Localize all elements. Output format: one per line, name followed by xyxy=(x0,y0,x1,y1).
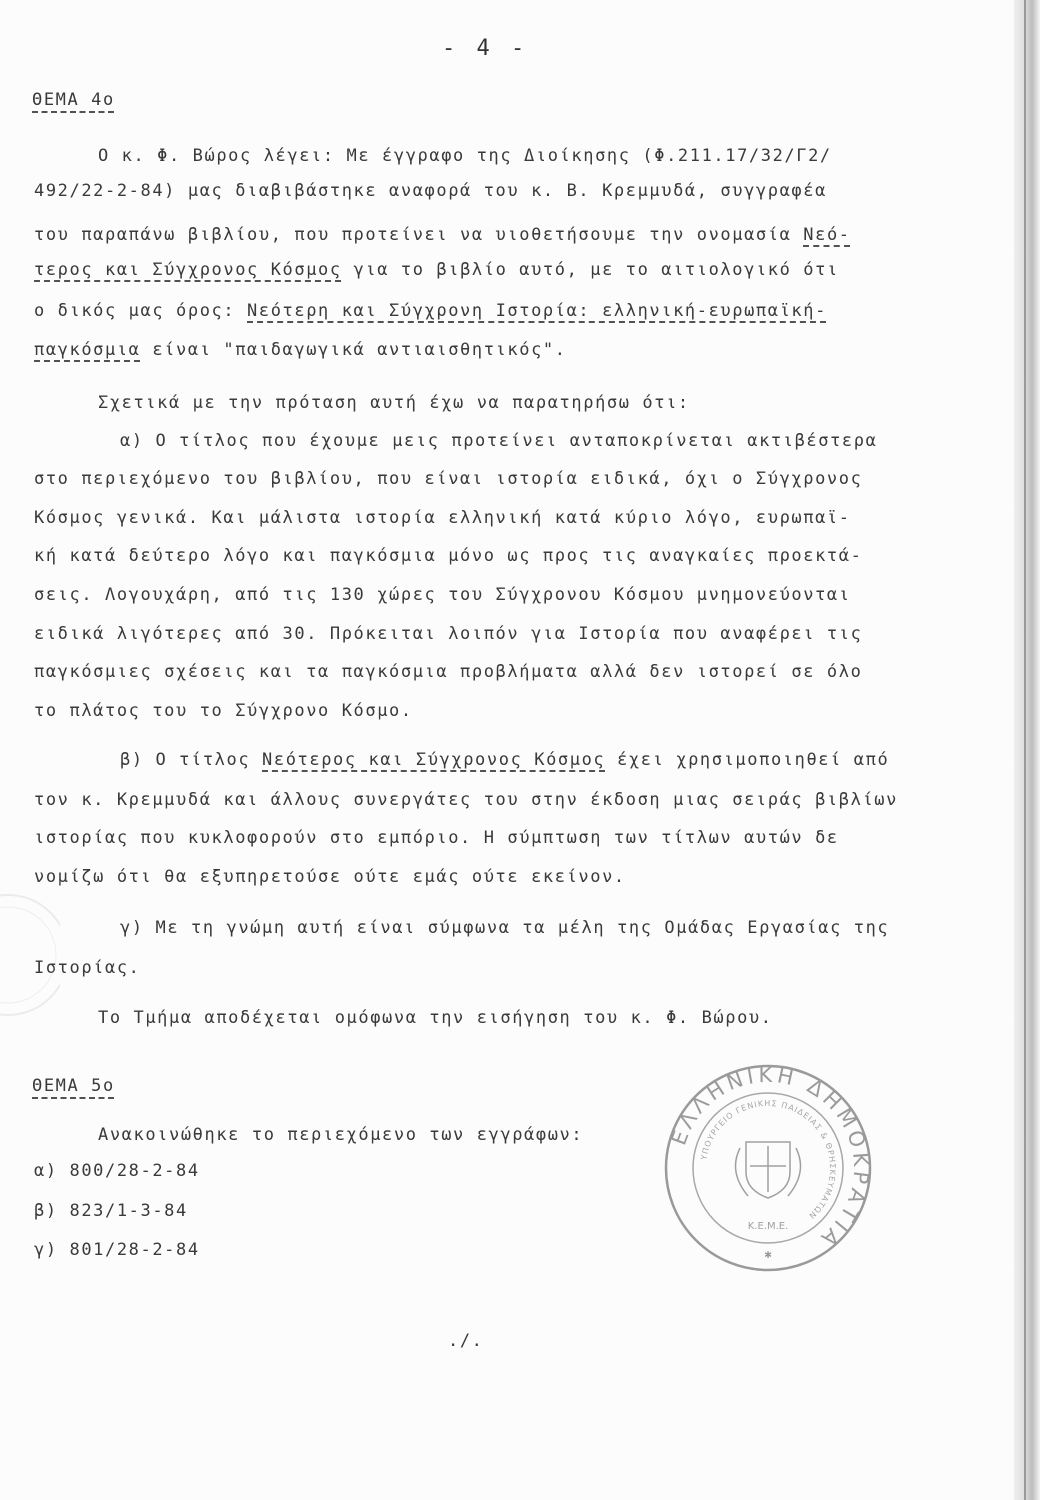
coat-of-arms-icon xyxy=(736,1142,801,1198)
stamp-outer-text-path: ΕΛΛΗΝΙΚΗ ΔΗΜΟΚΡΑΤΙΑ xyxy=(666,1062,874,1254)
point-c-line: Ιστορίας. xyxy=(34,958,141,978)
point-a-line: στο περιεχόμενο του βιβλίου, που είναι ιστορία ειδικά, όχι ο Σύγχρονος xyxy=(34,469,863,489)
point-a-line: α) Ο τίτλος που έχουμε μεις προτείνει ανταποκρίνεται ακτιβέστερα xyxy=(120,431,878,451)
theme4-intro-line xyxy=(34,303,827,320)
theme4-heading: ΘΕΜΑ 4ο xyxy=(32,90,115,110)
theme4-intro-line: Ο κ. Φ. Βώρος λέγει: Με έγγραφο της Διοίκησης (Φ.211.17/32/Γ2/ xyxy=(98,146,832,166)
point-a-line: ειδικά λιγότερες από 30. Πρόκειται λοιπόν για Ιστορία που αναφέρει τις xyxy=(34,624,863,644)
theme4-intro-line: 492/22-2-84) μας διαβιβάστηκε αναφορά του κ. Β. Κρεμμυδά, συγγραφέα xyxy=(34,181,827,201)
point-a-line: παγκόσμιες σχέσεις και τα παγκόσμια προβλήματα αλλά δεν ιστορεί σε όλο xyxy=(34,662,863,682)
underlined-title: τερος και Σύγχρονος Κόσμος xyxy=(34,260,342,280)
point-a-line: σεις. Λογουχάρη, από τις 130 χώρες του Σύγχρονου Κόσμου μνημονεύονται xyxy=(34,585,851,605)
text-run: είναι "παιδαγωγικά αντιαισθητικός". xyxy=(140,340,567,360)
decision-line: Το Τμήμα αποδέχεται ομόφωνα την εισήγηση του κ. Φ. Βώρου. xyxy=(98,1008,773,1028)
underlined-title: Νεό- xyxy=(803,225,851,245)
theme5-intro: Ανακοινώθηκε το περιεχόμενο των εγγράφων: xyxy=(98,1125,584,1145)
bleed-through-marks xyxy=(0,880,60,1050)
text-run: β) Ο τίτλος xyxy=(120,750,263,770)
document-list-item: γ) 801/28-2-84 xyxy=(34,1240,200,1260)
page-number: - 4 - xyxy=(442,36,529,61)
point-a-line: το πλάτος του το Σύγχρονο Κόσμο. xyxy=(34,701,413,721)
point-b-line: τον κ. Κρεμμυδά και άλλους συνεργάτες του στην έκδοση μιας σειράς βιβλίων xyxy=(34,790,898,810)
point-b-line: ιστορίας που κυκλοφορούν στο εμπόριο. Η σύμπτωση των τίτλων αυτών δε xyxy=(34,828,839,848)
remark-line: Σχετικά με την πρόταση αυτή έχω να παρατηρήσω ότι: xyxy=(98,393,690,413)
underlined-term: παγκόσμια xyxy=(34,340,141,360)
star-icon: ✱ xyxy=(764,1247,772,1261)
page-binding-edge xyxy=(1014,0,1040,1500)
underlined-title: Νεότερος και Σύγχρονος Κόσμος xyxy=(262,750,606,770)
point-c-line: γ) Με τη γνώμη αυτή είναι σύμφωνα τα μέλη της Ομάδας Εργασίας της xyxy=(120,918,890,938)
text-run: έχει χρησιμοποιηθεί από xyxy=(605,750,890,770)
point-a-line: Κόσμος γενικά. Και μάλιστα ιστορία ελληνική κατά κύριο λόγο, ευρωπαϊ- xyxy=(34,508,851,528)
page-binding-line xyxy=(1024,0,1026,1500)
stamp-inner-text-path: ΥΠΟΥΡΓΕΙΟ ΓΕΝΙΚΗΣ ΠΑΙΔΕΙΑΣ & ΘΡΗΣΚΕΥΜΑΤΩΝ xyxy=(699,1098,838,1221)
document-list-item: α) 800/28-2-84 xyxy=(34,1161,200,1181)
continuation-mark: ./. xyxy=(448,1331,484,1351)
point-b-line: νομίζω ότι θα εξυπηρετούσε ούτε εμάς ούτε εκείνον. xyxy=(34,867,626,887)
text-run: ο δικός μας όρος: xyxy=(34,301,248,321)
text-run: του παραπάνω βιβλίου, που προτείνει να υιοθετήσουμε την ονομασία xyxy=(34,225,792,245)
theme5-heading: ΘΕΜΑ 5ο xyxy=(32,1076,115,1096)
point-a-line: κή κατά δεύτερο λόγο και παγκόσμια μόνο ως προς τις αναγκαίες προεκτά- xyxy=(34,546,863,566)
theme4-intro-line xyxy=(34,262,839,279)
point-b-line xyxy=(120,752,889,769)
theme4-intro-line xyxy=(34,342,567,359)
official-stamp xyxy=(662,1062,874,1274)
theme4-intro-line xyxy=(34,227,851,244)
stamp-bottom-text: Κ.Ε.Μ.Ε. xyxy=(747,1221,789,1232)
underlined-term: Νεότερη και Σύγχρονη Ιστορία: ελληνική-ευρωπαϊκή- xyxy=(247,301,827,321)
document-list-item: β) 823/1-3-84 xyxy=(34,1201,188,1221)
text-run: για το βιβλίο αυτό, με το αιτιολογικό ότι xyxy=(341,260,839,280)
